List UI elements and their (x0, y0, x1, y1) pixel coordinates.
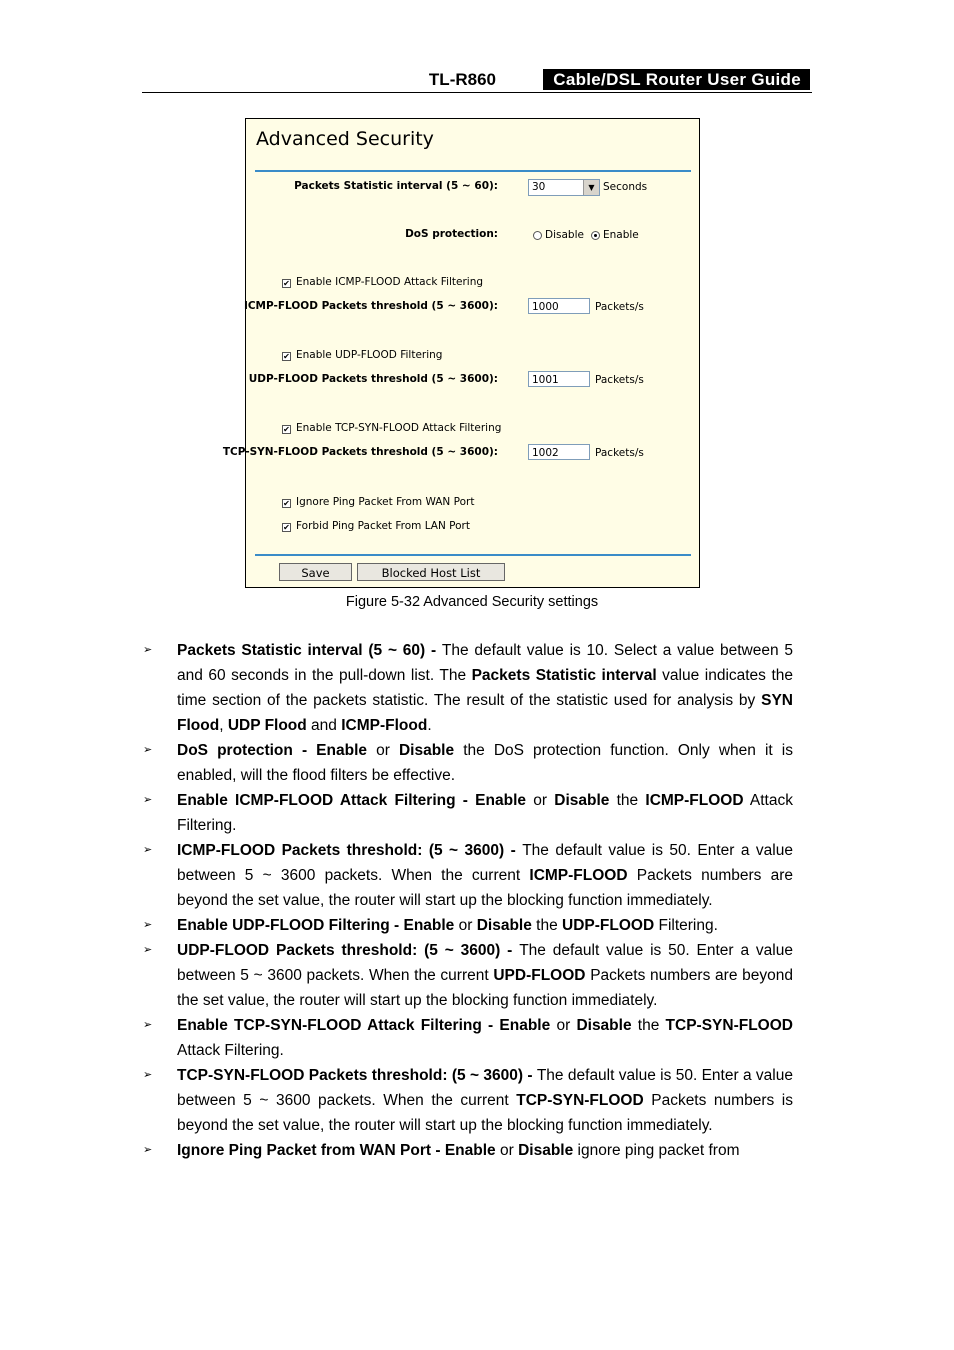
icmp-enable-row[interactable] (282, 276, 483, 288)
bullet-arrow-icon: ➢ (143, 744, 153, 756)
text-run: The default value is 10. Select a value between 5 and 60 seconds in the pull-down list. The (177, 642, 793, 684)
text-run: Filtering. (654, 917, 718, 934)
bullet-arrow-icon: ➢ (143, 944, 153, 956)
text-run: the (609, 792, 646, 809)
ignore-wan-row[interactable] (282, 496, 474, 508)
list-item (142, 1138, 793, 1163)
list-item (142, 638, 793, 738)
tcp-enable-label: Enable TCP-SYN-FLOOD Attack Filtering (296, 422, 502, 434)
bullet-arrow-icon: ➢ (143, 794, 153, 806)
text-run: The default value is 50. Enter a value between 5 ~ 3600 packets. When the current (177, 842, 793, 884)
forbid-lan-checkbox[interactable]: ✔ (283, 523, 290, 532)
text-run: and (306, 717, 342, 734)
bottom-divider (255, 554, 691, 556)
text-run: or (526, 792, 555, 809)
tcp-enable-checkbox[interactable]: ✔ (283, 425, 290, 434)
interval-label: Packets Statistic interval (5 ~ 60): (294, 180, 498, 192)
text-run: the (531, 917, 563, 934)
bold-run: UDP-FLOOD (562, 917, 655, 934)
figure-caption: Figure 5-32 Advanced Security settings (345, 594, 599, 610)
bold-run: Disable (476, 917, 532, 934)
bold-run: TCP-SYN-FLOOD (516, 1092, 644, 1109)
text-run: or (495, 1142, 519, 1159)
bullet-arrow-icon: ➢ (143, 1069, 153, 1081)
list-item (142, 1013, 793, 1063)
text-run: Attack Filtering. (177, 1042, 284, 1059)
list-item (142, 788, 793, 838)
bold-run: UDP-FLOOD Packets threshold: (5 ~ 3600) - (177, 942, 520, 959)
text-run: Attack Filtering. (177, 792, 793, 834)
bold-run: UPD-FLOOD (493, 967, 586, 984)
top-divider (255, 170, 691, 172)
text-run: value indicates the time section of the packets statistic. The result of the statistic used for analysis by (177, 667, 793, 709)
bold-run: TCP-SYN-FLOOD (665, 1017, 793, 1034)
text-run: Packets numbers are beyond the set value, the router will start up the blocking function immediately. (177, 867, 793, 909)
icmp-threshold-input[interactable]: 1000 (528, 298, 590, 314)
ignore-wan-label: Ignore Ping Packet From WAN Port (296, 496, 475, 508)
bold-run: ICMP-Flood (341, 717, 428, 734)
dos-enable-label: Enable (603, 229, 639, 241)
text-run: . (427, 717, 432, 734)
text-run: or (454, 917, 477, 934)
icmp-unit: Packets/s (595, 301, 644, 313)
bold-run: Ignore Ping Packet from WAN Port - Enable (177, 1142, 496, 1159)
udp-threshold-label: UDP-FLOOD Packets threshold (5 ~ 3600): (248, 373, 498, 385)
bold-run: Enable UDP-FLOOD Filtering - Enable (177, 917, 455, 934)
interval-unit: Seconds (603, 181, 648, 193)
bold-run: ICMP-FLOOD (529, 867, 628, 884)
bold-run: Disable (554, 792, 610, 809)
bullet-arrow-icon: ➢ (143, 644, 153, 656)
text-run: or (367, 742, 399, 759)
text-run: the DoS protection function. Only when it is enabled, will the flood filters be effective. (177, 742, 793, 784)
dos-label: DoS protection: (405, 228, 498, 240)
page-header (142, 68, 812, 93)
advanced-security-panel (222, 118, 700, 588)
udp-unit: Packets/s (595, 374, 644, 386)
text-run: The default value is 50. Enter a value between 5 ~ 3600 packets. When the current (177, 942, 793, 984)
tcp-threshold-label: TCP-SYN-FLOOD Packets threshold (5 ~ 3600): (222, 446, 498, 458)
model-name: TL-R860 (428, 70, 496, 89)
interval-value: 30 (532, 181, 546, 193)
bold-run: UDP Flood (227, 717, 307, 734)
text-run: ignore ping packet from (573, 1142, 740, 1159)
bold-run: Packets Statistic interval (5 ~ 60) - (177, 642, 442, 659)
bullet-arrow-icon: ➢ (143, 1019, 153, 1031)
bold-run: Disable (398, 742, 455, 759)
list-item (142, 738, 793, 788)
bold-run: SYN Flood (177, 692, 793, 734)
udp-enable-checkbox[interactable]: ✔ (283, 352, 290, 361)
bold-run: ICMP-FLOOD (645, 792, 744, 809)
forbid-lan-label: Forbid Ping Packet From LAN Port (296, 520, 470, 532)
list-item (142, 1063, 793, 1138)
bullet-arrow-icon: ➢ (143, 1144, 153, 1156)
bold-run: Enable ICMP-FLOOD Attack Filtering - Enable (177, 792, 527, 809)
udp-enable-label: Enable UDP-FLOOD Filtering (296, 349, 443, 361)
tcp-threshold-input[interactable]: 1002 (528, 444, 590, 460)
text-run: The default value is 50. Enter a value between 5 ~ 3600 packets. When the current (177, 1067, 793, 1109)
dos-enable-radio[interactable] (591, 231, 600, 240)
blocked-host-list-button[interactable]: Blocked Host List (357, 563, 505, 581)
bullet-arrow-icon: ➢ (143, 844, 153, 856)
text-run: or (550, 1017, 577, 1034)
udp-threshold-input[interactable]: 1001 (528, 371, 590, 387)
bold-run: Disable (518, 1142, 574, 1159)
list-item (142, 838, 793, 913)
dropdown-arrow-icon[interactable]: ▼ (583, 180, 599, 195)
forbid-lan-row[interactable] (282, 520, 470, 532)
text-run: the (631, 1017, 666, 1034)
dos-disable-label: Disable (545, 229, 584, 241)
icmp-enable-checkbox[interactable]: ✔ (283, 279, 290, 288)
bold-run: Packets Statistic interval (471, 667, 657, 684)
interval-select[interactable] (528, 179, 600, 196)
tcp-enable-row[interactable] (282, 422, 501, 434)
text-run: Packets numbers are beyond the set value, the router will start up the blocking function immediately. (177, 967, 793, 1009)
bold-run: Disable (576, 1017, 632, 1034)
icmp-enable-label: Enable ICMP-FLOOD Attack Filtering (296, 276, 484, 288)
text-run: Packets numbers is beyond the set value, the router will start up the blocking function immediately. (177, 1092, 793, 1134)
bold-run: Enable TCP-SYN-FLOOD Attack Filtering - Enable (177, 1017, 551, 1034)
udp-enable-row[interactable] (282, 349, 442, 361)
bold-run: TCP-SYN-FLOOD Packets threshold: (5 ~ 3600) - (177, 1067, 537, 1084)
bold-run: DoS protection - Enable (177, 742, 368, 759)
save-button[interactable]: Save (279, 563, 352, 581)
list-item (142, 913, 793, 938)
bullet-arrow-icon: ➢ (143, 919, 153, 931)
dos-disable-radio[interactable] (533, 231, 542, 240)
description-list (142, 638, 793, 1163)
panel-title: Advanced Security (256, 128, 434, 150)
text-run: , (219, 717, 228, 734)
list-item (142, 938, 793, 1013)
tcp-unit: Packets/s (595, 447, 644, 459)
guide-title: Cable/DSL Router User Guide (543, 69, 810, 90)
icmp-threshold-label: ICMP-FLOOD Packets threshold (5 ~ 3600): (243, 300, 498, 312)
bold-run: ICMP-FLOOD Packets threshold: (5 ~ 3600) - (177, 842, 523, 859)
ignore-wan-checkbox[interactable]: ✔ (283, 499, 290, 508)
